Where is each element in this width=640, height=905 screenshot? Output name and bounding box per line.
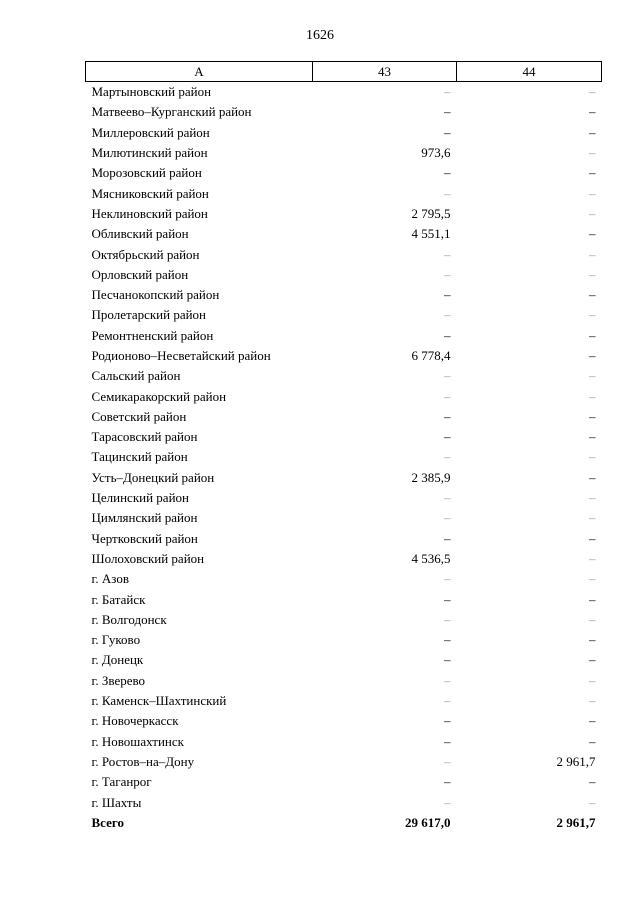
total-row [86, 813, 602, 833]
table-row [86, 508, 602, 528]
row-value-43: – [444, 185, 451, 201]
table-row [86, 529, 602, 549]
row-value-43: – [444, 774, 451, 790]
row-name: Тарасовский район [91, 429, 198, 445]
row-value-44: – [589, 652, 596, 668]
row-value-43: – [444, 429, 451, 445]
row-name: Морозовский район [91, 165, 202, 181]
row-value-44: – [589, 205, 596, 221]
row-value-44: – [589, 774, 596, 790]
row-value-43: – [444, 591, 451, 607]
row-value-43: – [444, 449, 451, 465]
column-header-44: 44 [457, 62, 602, 82]
row-value-43: – [444, 388, 451, 404]
row-name: г. Ростов–на–Дону [91, 753, 195, 769]
table-row [86, 427, 602, 447]
row-name: г. Гуково [91, 632, 141, 648]
row-name: Усть–Донецкий район [91, 469, 215, 485]
row-name: Орловский район [91, 266, 189, 282]
row-name: г. Волгодонск [91, 611, 167, 627]
row-name: Матвеево–Курганский район [91, 104, 252, 120]
row-value-43: – [444, 652, 451, 668]
table-row [86, 183, 602, 203]
table-row [86, 569, 602, 589]
row-value-43: – [444, 287, 451, 303]
row-value-44: – [589, 388, 596, 404]
table-row [86, 468, 602, 488]
column-header-a: А [86, 62, 313, 82]
row-value-44: – [589, 510, 596, 526]
table-row [86, 265, 602, 285]
row-name: Советский район [91, 408, 187, 424]
row-value-44: – [589, 165, 596, 181]
table-row [86, 549, 602, 569]
row-value-44: – [589, 713, 596, 729]
table-row [86, 671, 602, 691]
row-name: Пролетарский район [91, 307, 207, 323]
table-row [86, 630, 602, 650]
row-name: г. Новошахтинск [91, 733, 184, 749]
row-name: г. Зверево [91, 672, 146, 688]
row-value-44: – [589, 429, 596, 445]
row-value-43: – [444, 794, 451, 810]
table-row [86, 792, 602, 812]
row-value-44: – [589, 145, 596, 161]
row-value-43: – [444, 693, 451, 709]
table-row [86, 386, 602, 406]
table-row [86, 366, 602, 386]
row-name: г. Азов [91, 571, 129, 587]
row-name: г. Батайск [91, 591, 146, 607]
row-value-43: – [444, 733, 451, 749]
row-name: г. Таганрог [91, 774, 152, 790]
row-value-43: – [444, 84, 451, 100]
row-value-43: – [444, 510, 451, 526]
row-value-44: – [589, 449, 596, 465]
row-value-44: – [589, 348, 596, 363]
row-name: Родионово–Несветайский район [91, 348, 271, 363]
row-value-44: – [589, 571, 596, 587]
row-value-44: – [589, 104, 596, 120]
row-value-44: – [589, 530, 596, 546]
row-value-44: – [589, 693, 596, 709]
row-value-43: – [444, 368, 451, 384]
table-row [86, 610, 602, 630]
column-header-43: 43 [313, 62, 457, 82]
table-row [86, 488, 602, 508]
row-value-43: 2 385,9 [411, 469, 451, 485]
row-value-44: – [589, 408, 596, 424]
row-name: Сальский район [91, 368, 181, 384]
table-body [86, 82, 602, 833]
row-value-43: – [444, 307, 451, 323]
table-row [86, 447, 602, 467]
row-value-43: 4 536,5 [411, 550, 451, 566]
row-value-43: – [444, 632, 451, 648]
row-value-43: 973,6 [421, 145, 451, 161]
table-row [86, 346, 602, 366]
row-name: Чертковский район [91, 530, 198, 546]
table-row [86, 82, 602, 103]
row-value-43: – [444, 530, 451, 546]
table-row [86, 650, 602, 670]
table-row [86, 305, 602, 325]
table-row [86, 407, 602, 427]
row-value-44: – [589, 307, 596, 323]
row-name: Шолоховский район [91, 550, 205, 566]
row-value-43: – [444, 672, 451, 688]
row-value-43: – [444, 246, 451, 262]
row-name: Обливский район [91, 226, 189, 242]
row-name: Мясниковский район [91, 185, 209, 201]
total-value-43: 29 617,0 [405, 814, 451, 830]
table-row [86, 204, 602, 224]
row-value-43: – [444, 611, 451, 627]
table-row [86, 123, 602, 143]
row-value-44: – [589, 287, 596, 303]
row-value-43: 4 551,1 [411, 226, 451, 242]
table-row [86, 244, 602, 264]
row-name: Ремонтненский район [91, 327, 214, 343]
table-header-row [86, 62, 602, 82]
table-row [86, 102, 602, 122]
row-name: Цимлянский район [91, 510, 198, 526]
row-value-43: 2 795,5 [411, 205, 451, 221]
row-value-44: – [589, 124, 596, 140]
table-row [86, 752, 602, 772]
row-value-44: – [589, 246, 596, 262]
table-row [86, 285, 602, 305]
table-row [86, 691, 602, 711]
table-row [86, 589, 602, 609]
row-name: г. Новочеркасск [91, 713, 179, 729]
row-name: Тацинский район [91, 449, 188, 465]
row-value-43: – [444, 490, 451, 506]
row-value-43: – [444, 713, 451, 729]
row-value-44: – [589, 591, 596, 607]
row-name: г. Каменск–Шахтинский [91, 693, 227, 709]
row-value-44: – [589, 794, 596, 810]
row-name: Песчанокопский район [91, 287, 220, 303]
table-row [86, 772, 602, 792]
row-value-44: – [589, 632, 596, 648]
row-value-44: – [589, 672, 596, 688]
row-value-43: – [444, 408, 451, 424]
row-name: Октябрьский район [91, 246, 200, 262]
page-number: 1626 [306, 28, 334, 43]
row-name: Милютинский район [91, 145, 208, 161]
row-value-44: – [589, 611, 596, 627]
table-row [86, 224, 602, 244]
row-value-43: – [444, 327, 451, 343]
row-name: Мартыновский район [91, 84, 212, 100]
row-value-44: – [589, 550, 596, 566]
row-value-44: – [589, 490, 596, 506]
row-name: Целинский район [91, 490, 189, 506]
row-value-44: – [589, 185, 596, 201]
budget-table [85, 61, 602, 833]
table-row [86, 163, 602, 183]
table-row [86, 326, 602, 346]
row-value-44: – [589, 469, 596, 485]
row-name: Неклиновский район [91, 205, 208, 221]
row-name: Миллеровский район [91, 124, 210, 140]
row-value-43: – [444, 753, 451, 769]
row-value-43: 6 778,4 [411, 348, 451, 363]
row-name: Семикаракорский район [91, 388, 227, 404]
total-value-44: 2 961,7 [556, 814, 596, 830]
row-value-43: – [444, 104, 451, 120]
table-row [86, 732, 602, 752]
table-row [86, 143, 602, 163]
table-row [86, 711, 602, 731]
row-value-44: – [589, 368, 596, 384]
row-value-44: – [589, 733, 596, 749]
total-label: Всего [91, 814, 124, 830]
row-value-44: – [589, 226, 596, 242]
row-name: г. Шахты [91, 794, 142, 810]
row-value-43: – [444, 571, 451, 587]
row-value-44: – [589, 84, 596, 100]
row-value-43: – [444, 266, 451, 282]
row-value-43: – [444, 165, 451, 181]
row-name: г. Донецк [91, 652, 144, 668]
row-value-44: – [589, 266, 596, 282]
row-value-44: – [589, 327, 596, 343]
row-value-43: – [444, 124, 451, 140]
row-value-44: 2 961,7 [556, 753, 596, 769]
